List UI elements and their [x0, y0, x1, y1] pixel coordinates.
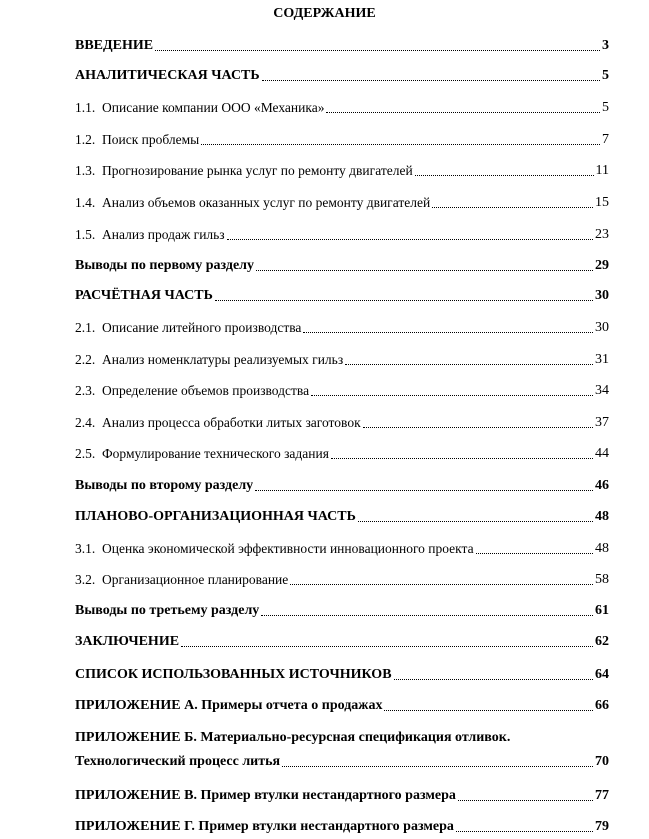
toc-entry-text: Описание компании ООО «Механика» [102, 100, 325, 115]
toc-entry-text: Поиск проблемы [102, 132, 200, 147]
toc-page-number: 62 [595, 634, 609, 649]
toc-leader-dots [201, 144, 600, 145]
toc-entry-text: ПРИЛОЖЕНИЕ Г. Пример втулки нестандартного размера [75, 819, 454, 834]
toc-entry-text: Анализ продаж гильз [102, 227, 225, 242]
toc-leader-dots [456, 831, 593, 832]
toc-entry-text: ПЛАНОВО-ОРГАНИЗАЦИОННАЯ ЧАСТЬ [75, 509, 356, 524]
toc-leader-dots [311, 395, 593, 396]
toc-entry-planning-part[interactable] [75, 507, 609, 527]
toc-page-number: 31 [595, 352, 609, 367]
toc-entry-text: Технологический процесс литья [75, 754, 281, 769]
toc-leader-dots [358, 521, 593, 522]
toc-entry-text: Формулирование технического задания [102, 446, 329, 461]
toc-entry-number: 1.4. [75, 195, 96, 210]
toc-entry-number: 1.3. [75, 163, 96, 178]
toc-entry-3-1[interactable] [75, 539, 609, 559]
toc-entry-number: 2.1. [75, 320, 96, 335]
toc-page-number: 77 [595, 788, 609, 803]
toc-entry-1-3[interactable] [75, 161, 609, 181]
toc-entry-2-1[interactable] [75, 318, 609, 338]
toc-entry-number: 2.2. [75, 352, 96, 367]
toc-page-number: 15 [595, 195, 609, 210]
toc-entry-1-5[interactable] [75, 225, 609, 245]
toc-leader-dots [303, 332, 593, 333]
toc-leader-dots [415, 175, 594, 176]
toc-page-number: 34 [595, 383, 609, 398]
toc-entry-2-2[interactable] [75, 350, 609, 370]
toc-entry-number: 1.2. [75, 132, 96, 147]
toc-page-number: 66 [595, 698, 609, 713]
toc-entry-text: Оценка экономической эффективности инновационного проекта [102, 541, 474, 556]
toc-entry-appendix-b[interactable] [75, 752, 609, 772]
toc-entry-text: Определение объемов производства [102, 383, 310, 398]
toc-entry-number: 2.5. [75, 446, 96, 461]
toc-entry-2-3[interactable] [75, 381, 609, 401]
toc-page-number: 29 [595, 258, 609, 273]
toc-page-number: 30 [595, 288, 609, 303]
toc-page-number: 64 [595, 667, 609, 682]
toc-entry-2-4[interactable] [75, 413, 609, 433]
toc-entry-number: 2.4. [75, 415, 96, 430]
toc-page-number: 37 [595, 415, 609, 430]
toc-page-number: 3 [602, 38, 609, 53]
toc-entry-text: Анализ процесса обработки литых заготовок [102, 415, 361, 430]
toc-entry-text: ПРИЛОЖЕНИЕ А. Примеры отчета о продажах [75, 698, 383, 713]
toc-entry-number: 3.1. [75, 541, 96, 556]
toc-entry-calculation-part[interactable] [75, 286, 609, 306]
toc-entry-conclusions-1[interactable] [75, 256, 609, 276]
toc-entry-text: Анализ номенклатуры реализуемых гильз [102, 352, 344, 367]
toc-entry-text: Анализ объемов оказанных услуг по ремонту двигателей [102, 195, 431, 210]
toc-entry-3-2[interactable] [75, 570, 609, 590]
toc-leader-dots [155, 50, 600, 51]
toc-page-number: 79 [595, 819, 609, 834]
toc-entry-1-2[interactable] [75, 130, 609, 150]
toc-page-number: 48 [595, 541, 609, 556]
toc-page-number: 61 [595, 603, 609, 618]
toc-page-number: 30 [595, 320, 609, 335]
toc-entry-text: СПИСОК ИСПОЛЬЗОВАННЫХ ИСТОЧНИКОВ [75, 667, 392, 682]
toc-entry-text: Описание литейного производства [102, 320, 302, 335]
toc-page-number: 48 [595, 509, 609, 524]
toc-entry-references[interactable] [75, 665, 609, 685]
toc-leader-dots [181, 646, 593, 647]
toc-entry-text: Организационное планирование [102, 572, 289, 587]
toc-leader-dots [326, 112, 600, 113]
toc-page-number: 5 [602, 68, 609, 83]
toc-entry-analytical-part[interactable] [75, 66, 609, 86]
toc-page-number: 46 [595, 478, 609, 493]
toc-entry-number: 1.1. [75, 100, 96, 115]
toc-entry-appendix-a[interactable] [75, 696, 609, 716]
toc-leader-dots [215, 300, 593, 301]
toc-leader-dots [476, 553, 593, 554]
toc-page-number: 70 [595, 754, 609, 769]
toc-entry-number: 2.3. [75, 383, 96, 398]
toc-entry-appendix-g[interactable] [75, 817, 609, 837]
toc-entry-text: Прогнозирование рынка услуг по ремонту двигателей [102, 163, 413, 178]
toc-leader-dots [256, 270, 593, 271]
toc-page-number: 5 [602, 100, 609, 115]
toc-leader-dots [227, 239, 593, 240]
toc-leader-dots [394, 679, 593, 680]
toc-leader-dots [290, 584, 593, 585]
page-title: СОДЕРЖАНИЕ [273, 6, 376, 21]
toc-leader-dots [261, 615, 593, 616]
toc-leader-dots [345, 364, 593, 365]
toc-entry-text: ЗАКЛЮЧЕНИЕ [75, 634, 180, 649]
toc-entry-1-1[interactable] [75, 98, 609, 118]
toc-entry-conclusions-2[interactable] [75, 476, 609, 496]
toc-entry-number: 3.2. [75, 572, 96, 587]
toc-entry-text: АНАЛИТИЧЕСКАЯ ЧАСТЬ [75, 68, 260, 83]
toc-entry-text: Выводы по третьему разделу [75, 603, 260, 618]
toc-page-number: 23 [595, 227, 609, 242]
toc-leader-dots [432, 207, 593, 208]
toc-leader-dots [255, 490, 593, 491]
toc-entry-conclusion[interactable] [75, 632, 609, 652]
toc-entry-text: РАСЧЁТНАЯ ЧАСТЬ [75, 288, 213, 303]
toc-entry-text: Выводы по второму разделу [75, 478, 254, 493]
toc-entry-appendix-v[interactable] [75, 786, 609, 806]
toc-page-number: 7 [602, 132, 609, 147]
toc-entry-text: ВВЕДЕНИЕ [75, 38, 154, 53]
toc-leader-dots [282, 766, 593, 767]
toc-entry-text: Выводы по первому разделу [75, 258, 255, 273]
toc-leader-dots [262, 80, 600, 81]
toc-leader-dots [331, 458, 593, 459]
toc-entry-2-5[interactable] [75, 444, 609, 464]
toc-page-number: 11 [595, 163, 609, 178]
toc-page-number: 58 [595, 572, 609, 587]
toc-leader-dots [363, 427, 593, 428]
toc-page-number: 44 [595, 446, 609, 461]
toc-entry-appendix-b-line1[interactable]: ПРИЛОЖЕНИЕ Б. Материально-ресурсная спецификация отливок. [75, 730, 511, 745]
toc-entry-1-4[interactable] [75, 193, 609, 213]
toc-leader-dots [458, 800, 593, 801]
toc-entry-conclusions-3[interactable] [75, 601, 609, 621]
toc-entry-number: 1.5. [75, 227, 96, 242]
toc-entry-introduction[interactable] [75, 36, 609, 56]
toc-entry-text: ПРИЛОЖЕНИЕ В. Пример втулки нестандартного размера [75, 788, 456, 803]
toc-leader-dots [384, 710, 593, 711]
